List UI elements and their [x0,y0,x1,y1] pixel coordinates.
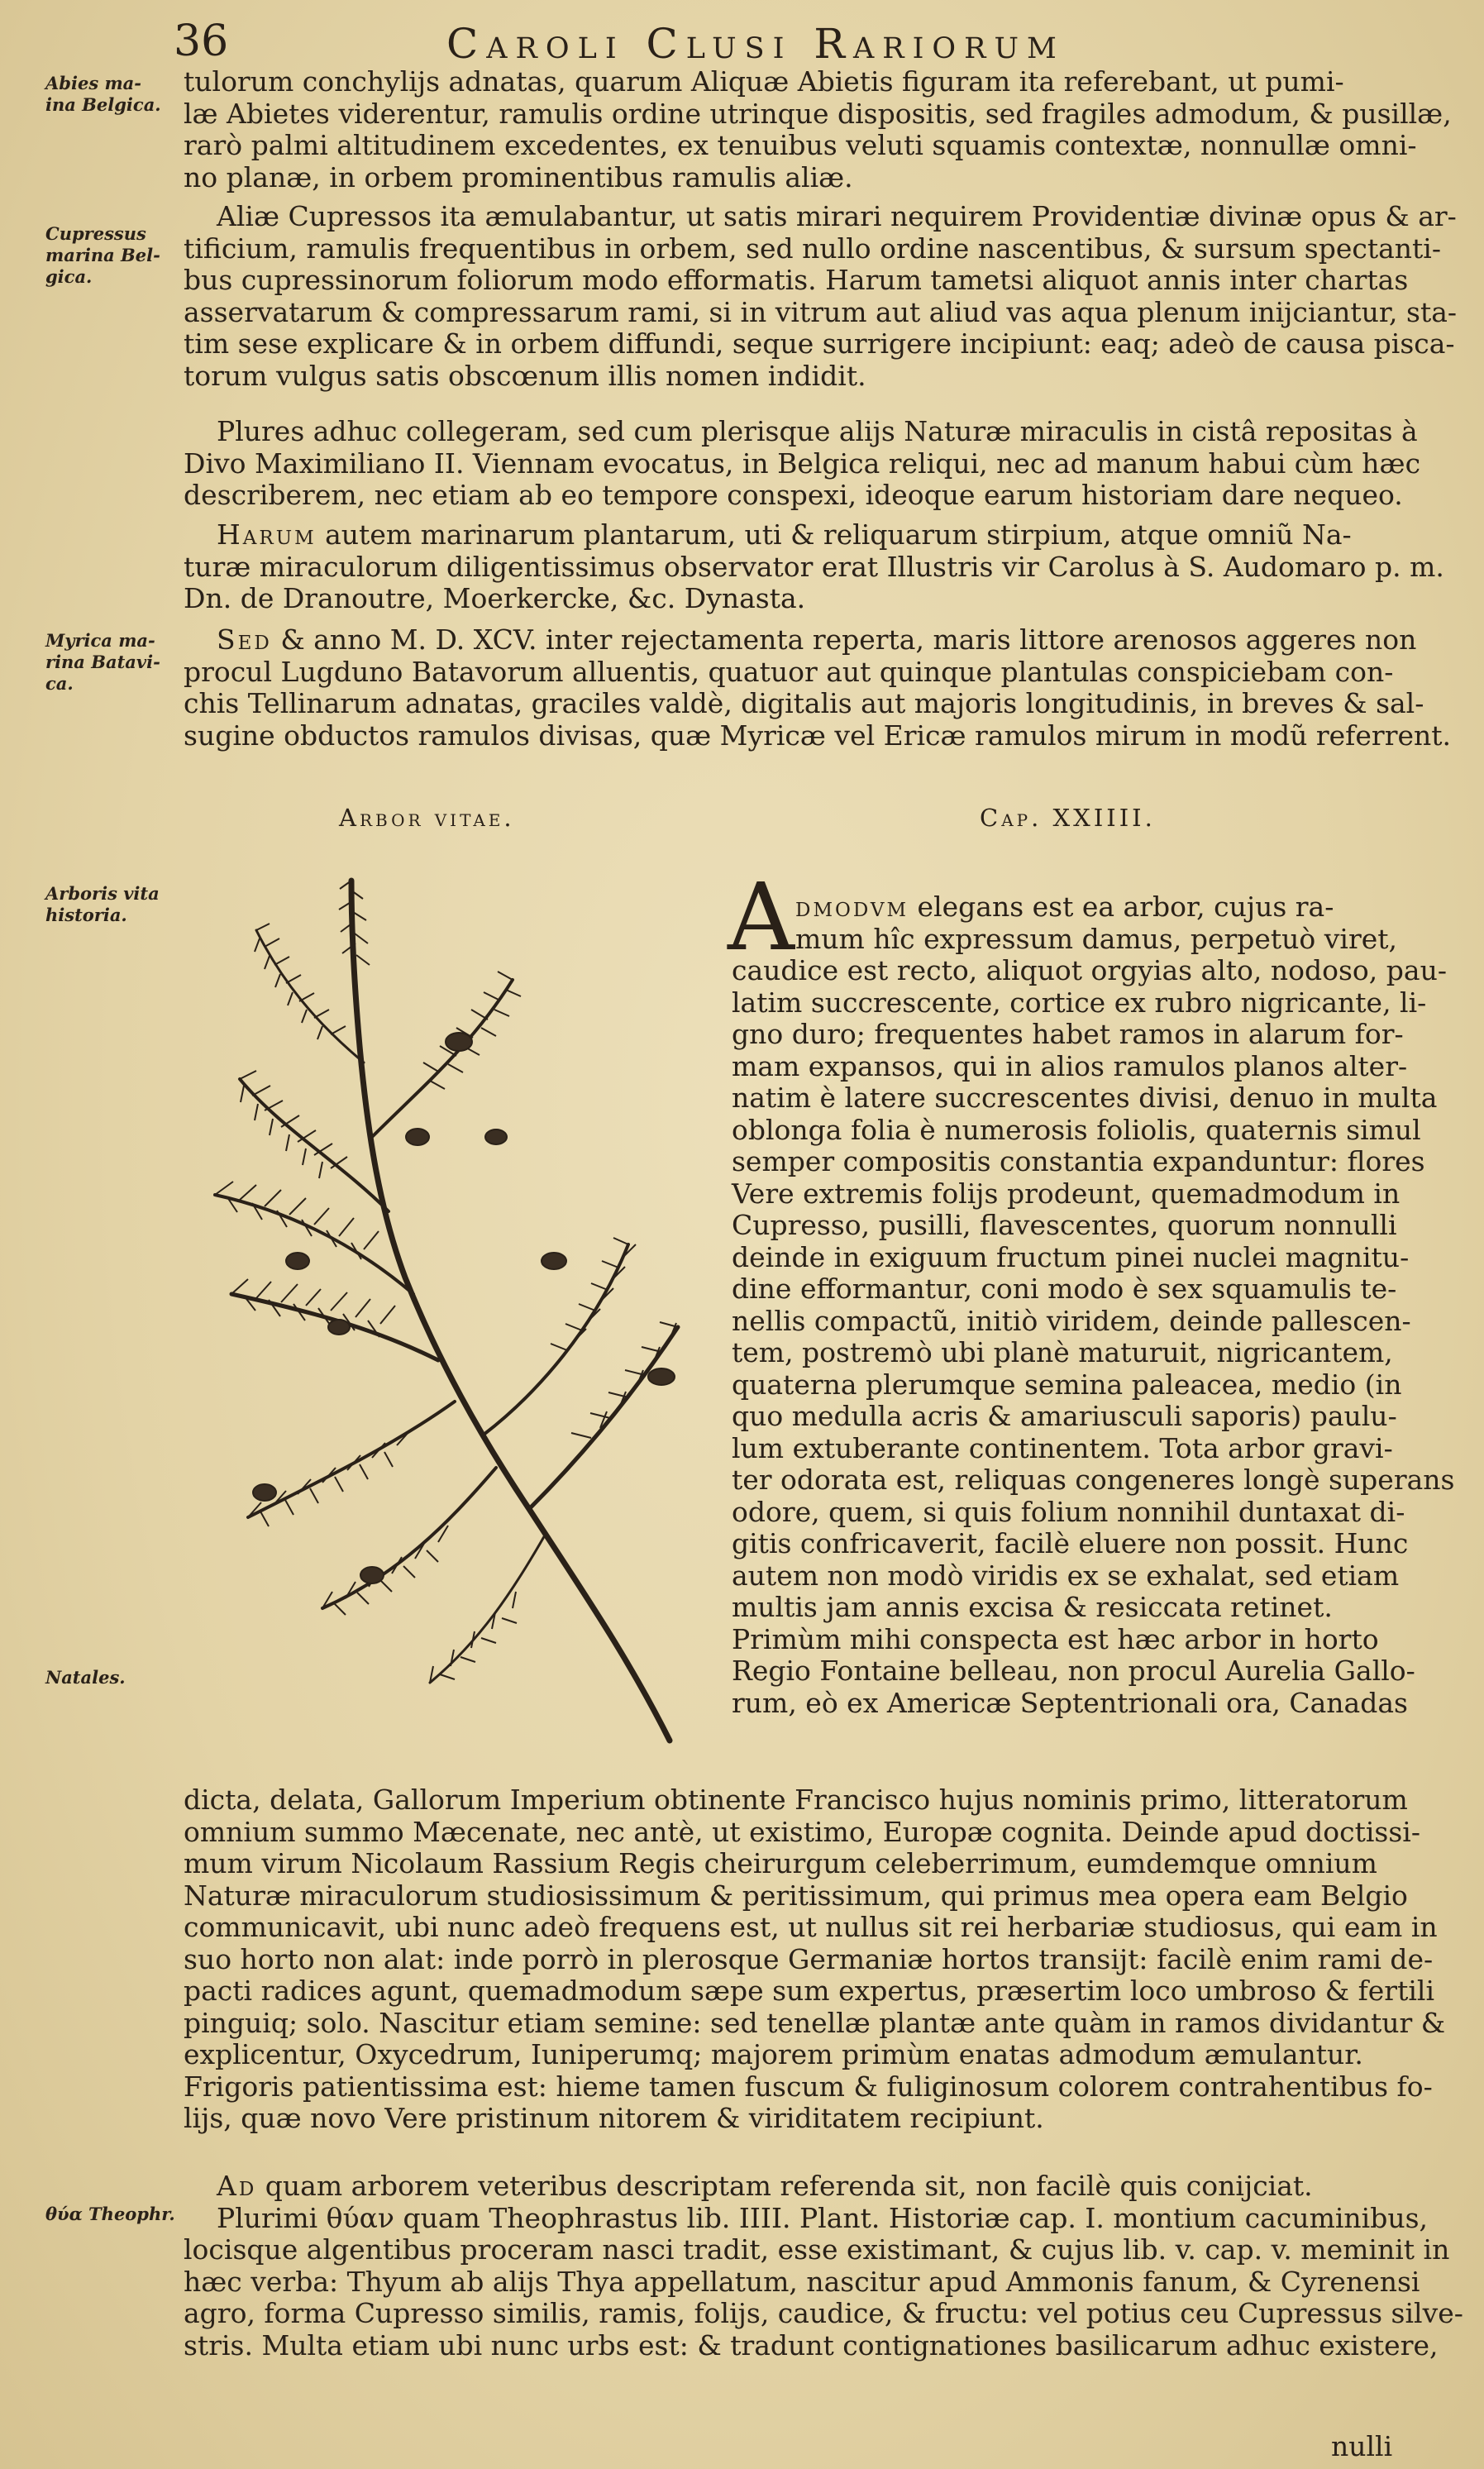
text-line: hæc verba: Thyum ab alijs Thya appellatum, nascitur apud Ammonis fanum, & Cyrenensi [184,2265,1420,2298]
text-line: pinguiq; solo. Nascitur etiam semine: sed tenellæ plantæ ante quàm in ramos dividantur & [184,2006,1446,2039]
text-line: Dn. de Dranoutre, Moerkercke, &c. Dynasta. [184,582,806,614]
lead-word: Sed [217,623,272,656]
text-line: locisque algentibus proceram nasci tradit, esse existimant, & cujus lib. v. cap. v. meminit in [184,2233,1450,2266]
text-run: elegans est ea arbor, cujus ra- [909,891,1334,923]
text-line: dicta, delata, Gallorum Imperium obtinente Francisco hujus nominis primo, litteratorum [184,1784,1408,1816]
text-line: Aliæ Cupressos ita æmulabantur, ut satis mirari nequirem Providentiæ divinæ opus & ar- [217,200,1457,232]
text-line: mum hîc expressum damus, perpetuò viret, [795,922,1398,955]
margin-note-abies: Abies ma- ina Belgica. [45,73,161,115]
text-line: tulorum conchylijs adnatas, quarum Aliquæ Abietis figuram ita referebant, ut pumi- [184,65,1344,98]
running-title: Caroli Clusi Rariorum [446,20,1065,68]
text-line: explicentur, Oxycedrum, Iuniperumq; majorem primùm enatas admodum æmulantur. [184,2038,1363,2070]
text-line: stris. Multa etiam ubi nunc urbs est: & tradunt contignationes basilicarum adhuc existere, [184,2328,1439,2362]
text-line: Plurimi θύαν quam Theophrastus lib. IIII. Plant. Historiæ cap. I. montium cacuminibus, [217,2201,1429,2234]
text-line: caudice est recto, aliquot orgyias alto, nodoso, pau- [732,954,1447,986]
text-line: lijs, quæ novo Vere pristinum nitorem & viriditatem recipiunt. [184,2102,1044,2134]
margin-note-arboris-historia: Arboris vita historia. [45,883,160,925]
text-line: no planæ, in orbem prominentibus ramulis aliæ. [184,160,853,193]
text-line: rum, eò ex Americæ Septentrionali ora, Canadas [732,1686,1408,1719]
text-line: quo medulla acris & amariusculi saporis) paulu- [732,1400,1397,1432]
text-line: ter odorata est, reliquas congeneres longè superans [732,1464,1455,1496]
paragraph-ad-quam [184,2170,1463,2362]
text-line: semper compositis constantia expanduntur: flores [732,1145,1425,1177]
text-line: torum vulgus satis obscœnum illis nomen indidit. [184,359,866,392]
paragraph-abies [184,65,1452,193]
text-line: lum extuberante continentem. Tota arbor gravi- [732,1431,1393,1464]
text-line: mum virum Nicolaum Rassium Regis cheirurgum celeberrimum, eumdemque omnium [184,1847,1377,1879]
text-line: Vere extremis folijs prodeunt, quemadmodum in [732,1177,1400,1210]
paragraph-harum [184,518,1444,615]
paragraph-plures [184,415,1421,512]
text-line: asservatarum & compressarum rami, si in vitrum aut aliud vas aqua plenum inijciantur, sta- [184,295,1458,328]
text-line: Plures adhuc collegeram, sed cum plerisque alijs Naturæ miraculis in cistâ repositas à [217,415,1418,447]
text-line: Divo Maximiliano II. Viennam evocatus, in Belgica reliqui, nec ad manum habui cùm hæc [184,447,1421,480]
column-text-description [732,891,1455,1719]
margin-note-myrica: Myrica ma- rina Batavi- ca. [45,630,160,694]
text-line: gitis confricaverit, facilè eluere non possit. Hunc [732,1527,1409,1559]
lead-word: Ad [217,2170,257,2202]
text-run: & anno M. D. XCV. inter rejectamenta reperta, maris littore arenosos aggeres non [271,623,1417,656]
text-line: omnium summo Mæcenate, nec antè, ut existimo, Europæ cognita. Deinde apud doctissi- [184,1815,1420,1848]
text-line: Frigoris patientissima est: hieme tamen fuscum & fuliginosum colorem contrahentibus fo- [184,2070,1433,2103]
text-line: odore, quem, si quis folium nonnihil duntaxat di- [732,1495,1405,1528]
text-line: pacti radices agunt, quemadmodum sæpe sum expertus, præsertim loco umbroso & fertili [184,1975,1435,2007]
text-line: nellis compactũ, initiò viridem, deinde pallescen- [732,1304,1411,1337]
margin-note-theophrastus: θύα Theophr. [45,2204,175,2224]
text-line: rarò palmi altitudinem excedentes, ex tenuibus veluti squamis contextæ, nonnullæ omni- [184,129,1417,161]
margin-note-cupressus: Cupressus marina Bel- gica. [45,223,160,287]
text-line: turæ miraculorum diligentissimus observator erat Illustris vir Carolus à S. Audomaro p. m. [184,550,1444,583]
text-line: mam expansos, qui in alios ramulos planos alter- [732,1049,1408,1082]
text-line: Primùm mihi conspecta est hæc arbor in horto [732,1622,1379,1655]
text-line: autem non modò viridis ex se exhalat, sed etiam [732,1559,1400,1592]
paragraph-dicta-delata [184,1784,1446,2135]
text-line: suo horto non alat: inde porrò in plerosque Germaniæ hortos transijt: facilè enim rami de- [184,1942,1434,1975]
text-line: gno duro; frequentes habet ramos in alarum for- [732,1018,1404,1050]
text-line: describerem, nec etiam ab eo tempore conspexi, ideoque earum historiam dare nequeo. [184,479,1403,511]
drop-capital: A [728,864,794,972]
lead-word: dmodvm [795,891,909,923]
text-line: tificium, ramulis frequentibus in orbem, sed nullo ordine nascentibus, & sursum spectanti- [184,232,1441,265]
lead-word: Harum [217,518,317,551]
page-number: 36 [174,17,229,66]
text-line: bus cupressinorum foliorum modo efformatis. Harum tametsi aliquot annis inter chartas [184,264,1409,296]
section-title: Arbor vitae. [339,804,515,832]
text-line: sugine obductos ramulos divisas, quæ Myricæ vel Ericæ ramulos mirum in modũ referrent. [184,719,1452,752]
text-line: dine efformantur, coni modo è sex squamulis te- [732,1273,1397,1305]
text-line: tem, postremò ubi planè maturuit, nigricantem, [732,1336,1393,1368]
chapter-number: Cap. XXIIII. [980,804,1156,832]
margin-note-natales: Natales. [45,1667,126,1688]
text-line: natim è latere succrescentes divisi, denuo in multa [732,1082,1438,1114]
paragraph-cupressus [184,200,1458,392]
text-line: Regio Fontaine belleau, non procul Aurelia Gallo- [732,1655,1415,1687]
text-line: communicavit, ubi nunc adeò frequens est, ut nullus sit rei herbariæ studiosus, qui eam in [184,1911,1438,1943]
text-line: oblonga folia è numerosis foliolis, quaternis simul [732,1113,1421,1146]
text-line: agro, forma Cupresso similis, ramis, folijs, caudice, & fructu: vel potius ceu Cupressus silve- [184,2297,1463,2329]
text-line: multis jam annis excisa & resiccata retinet. [732,1591,1333,1623]
catchword: nulli [1331,2430,1393,2462]
arbor-vitae-woodcut [165,864,744,1757]
text-line: læ Abietes viderentur, ramulis ordine utrinque dispositis, sed fragiles admodum, & pusillæ, [184,97,1452,130]
text-line: deinde in exiguum fructum pinei nuclei magnitu- [732,1240,1410,1273]
text-run: autem marinarum plantarum, uti & reliquarum stirpium, atque omniũ Na- [316,518,1352,551]
paragraph-myrica [184,623,1452,752]
text-run: quam arborem veteribus descriptam referenda sit, non facilè quis conijciat. [256,2170,1313,2202]
text-line: Cupresso, pusilli, flavescentes, quorum nonnulli [732,1209,1397,1241]
text-line: Naturæ miraculorum studiosissimum & peritissimum, qui primus mea opera eam Belgio [184,1879,1408,1912]
text-line: latim succrescente, cortice ex rubro nigricante, li- [732,986,1427,1019]
text-line: quaterna plerumque semina paleacea, medio (in [732,1368,1402,1401]
text-line: procul Lugduno Batavorum alluentis, quatuor aut quinque plantulas conspiciebam con- [184,655,1394,688]
text-line: tim sese explicare & in orbem diffundi, seque surrigere incipiunt: eaq; adeò de causa pisca- [184,327,1455,360]
text-line: chis Tellinarum adnatas, graciles valdè, digitalis aut majoris longitudinis, in breves & sal- [184,687,1424,719]
